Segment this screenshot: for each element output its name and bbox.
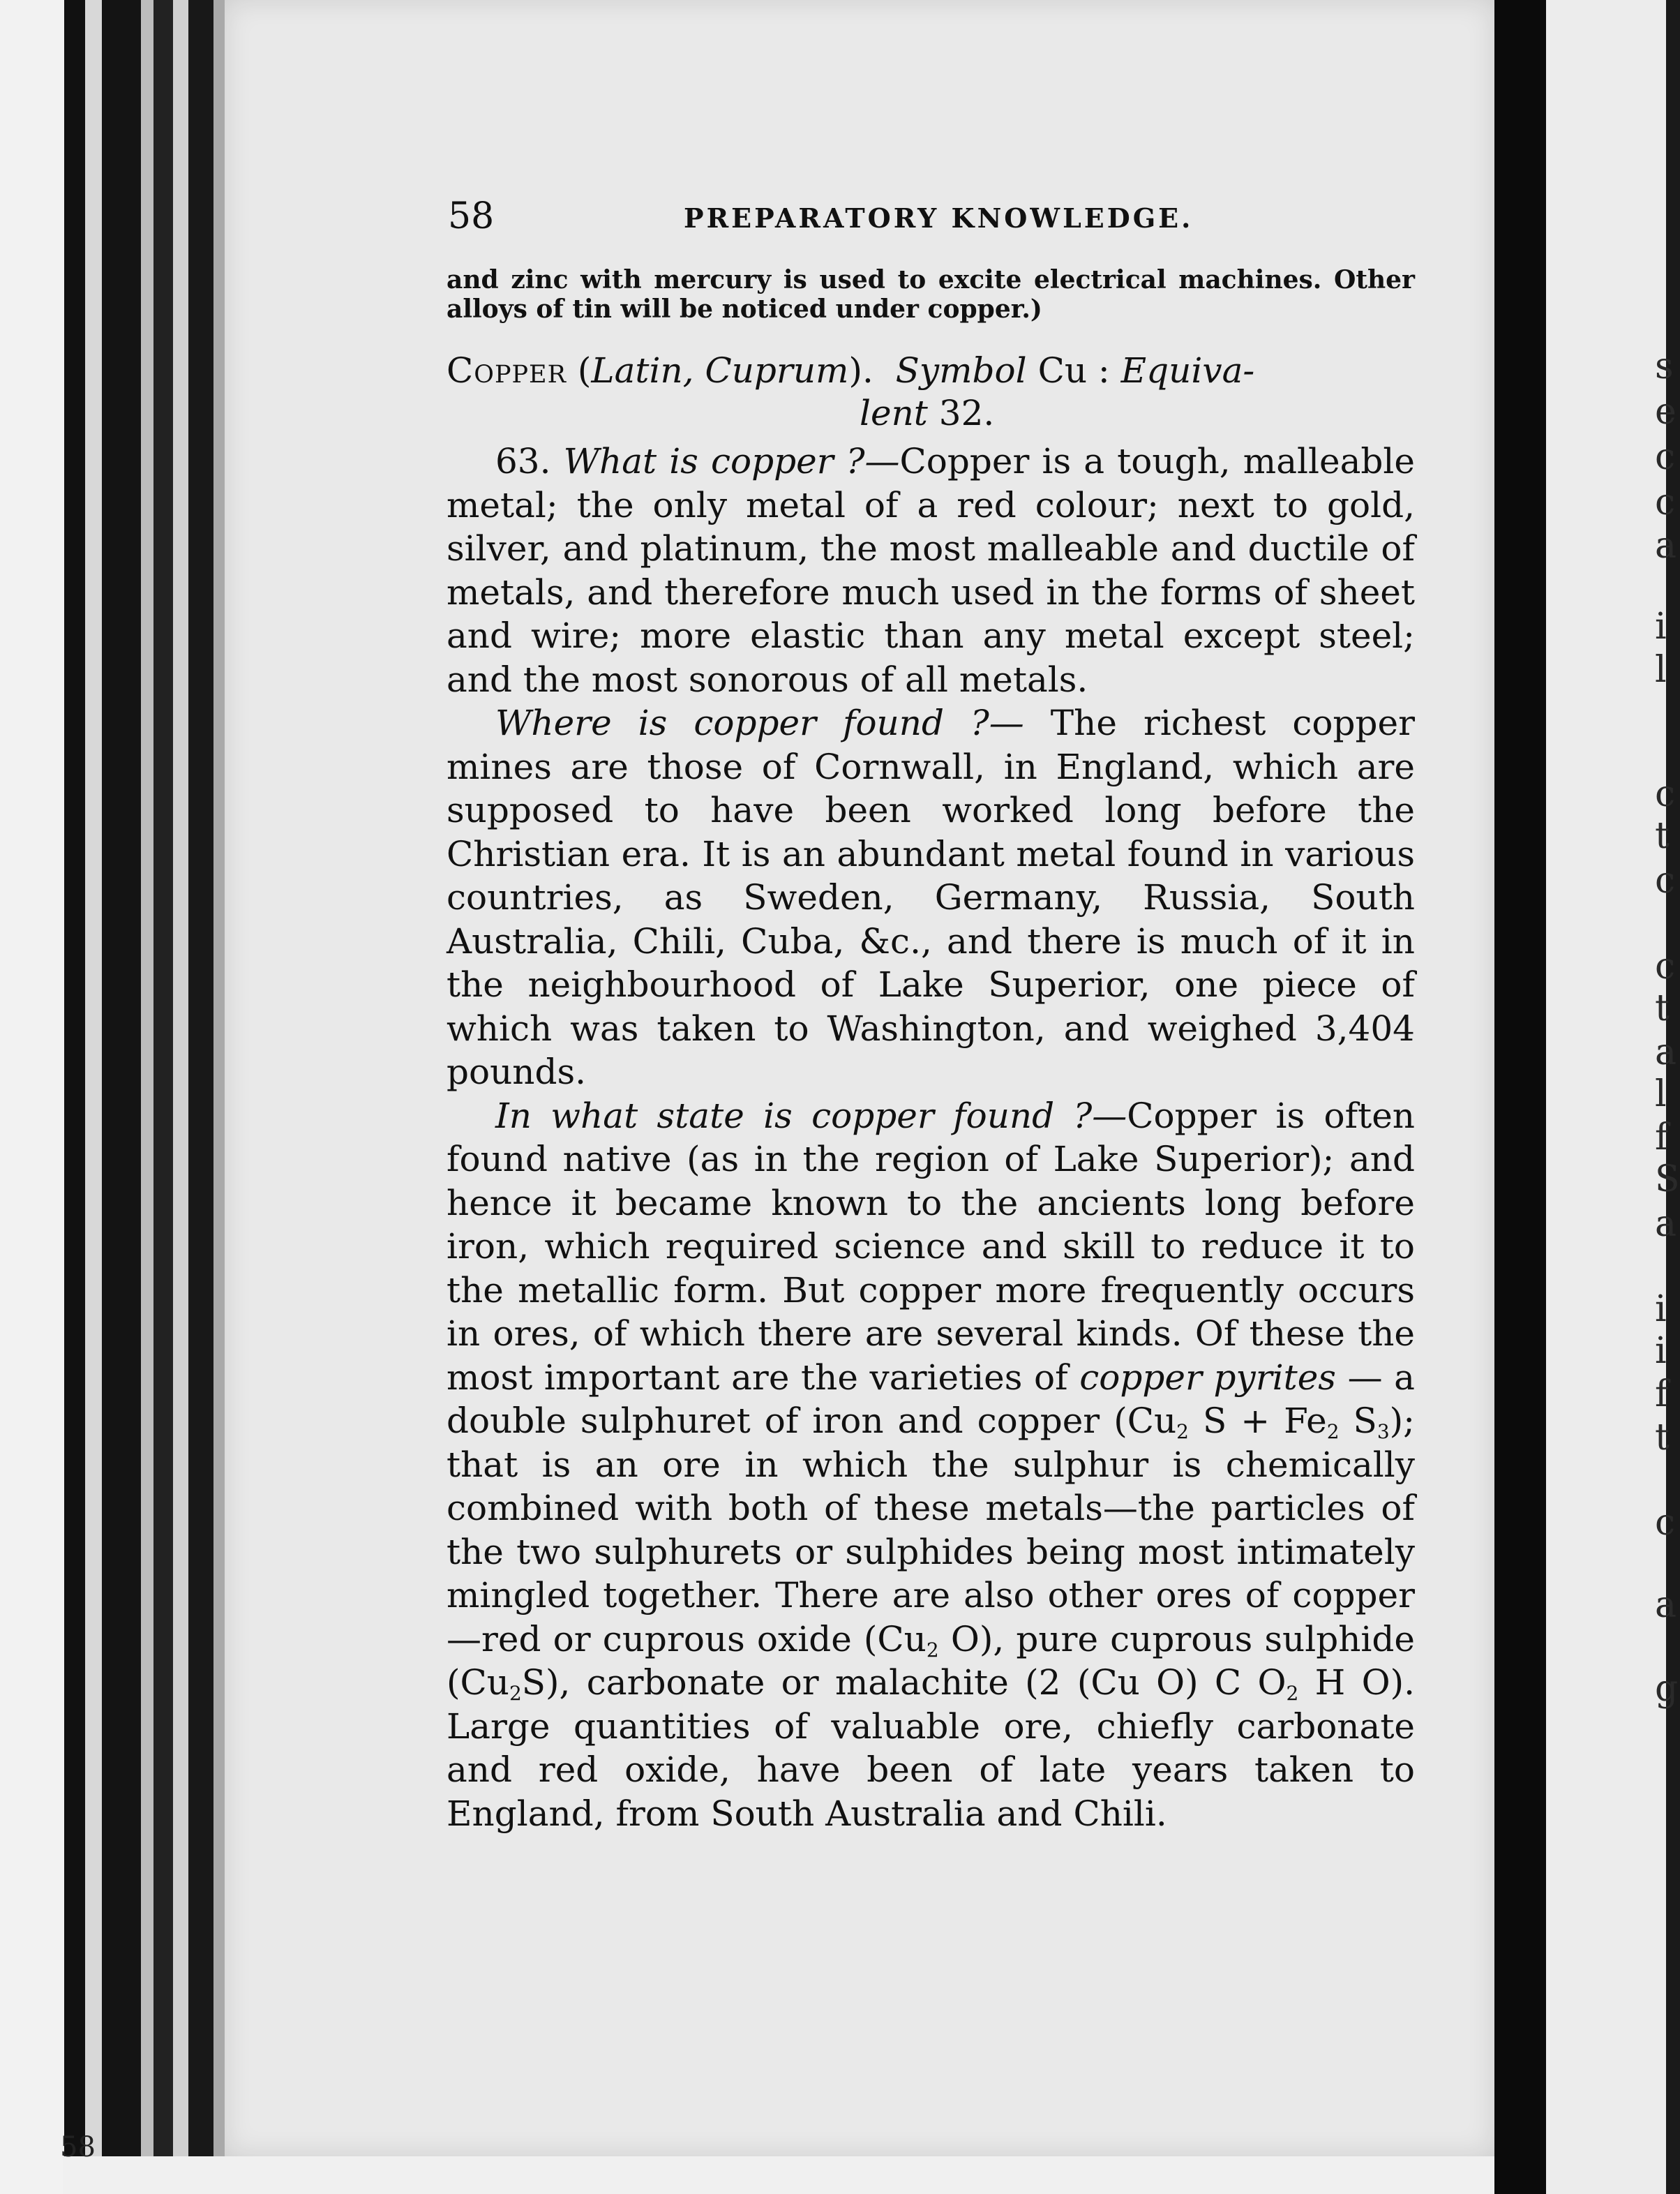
- adjacent-page-glyph: i: [1655, 1288, 1667, 1330]
- answer: ); that is an ore in which the sulphur is chemically combined with both of these metals—the particles of the two sulphurets or sulphides being most intimately mingled together. There are also other ores of copper—red or cuprous oxide (Cu: [447, 1401, 1415, 1659]
- answer: S), carbonate or malachite (2 (Cu O) C O: [521, 1662, 1287, 1703]
- running-head: [447, 195, 1415, 244]
- adjacent-page-glyph: l: [1655, 1073, 1667, 1115]
- subscript: 2: [1176, 1420, 1189, 1443]
- paragraph-what-is-copper: [447, 440, 1415, 701]
- answer: The richest copper mines are those of Cornwall, in England, which are supposed to have been worked long before the Christian era. It is an abundant metal found in various countries, as Sweden, Germany, Russia, South Australia, Chili, Cuba, &c., and there is much of it in the neighbourhood of Lake Superior, one piece of which was taken to Washington, and weighed 3,404 pounds.: [447, 703, 1416, 1092]
- section-heading-continued: [447, 392, 1415, 434]
- adjacent-page-glyph: t: [1655, 987, 1670, 1029]
- answer: Copper is often found native (as in the region of Lake Superior); and hence it became known to the ancients long before iron, which required science and skill to reduce it to the metallic form. But copper more frequently occurs in ores, of which there are several kinds. Of these the most important are the varieties of: [447, 1095, 1415, 1398]
- book-edge: [64, 0, 85, 2194]
- formula-text: S + Fe: [1189, 1401, 1327, 1441]
- subscript: 2: [926, 1638, 939, 1662]
- book-edge: [85, 0, 102, 2194]
- adjacent-page-edge: [1546, 0, 1669, 2194]
- book-edge: [213, 0, 225, 2194]
- margin-page-mark: 58: [60, 2131, 96, 2163]
- equivalent-value: 32.: [938, 393, 995, 433]
- answer: O), pure cuprous sulphide (Cu: [447, 1618, 1415, 1703]
- paragraph-where-found: [447, 701, 1415, 1094]
- formula-text: S: [1339, 1401, 1377, 1441]
- term-copper-pyrites: copper pyrites: [1079, 1357, 1336, 1398]
- adjacent-page-glyph: i: [1655, 606, 1667, 648]
- book-edge: [141, 0, 153, 2194]
- page-number: 58: [448, 195, 495, 237]
- question: What is copper ?—: [563, 441, 900, 482]
- adjacent-page-glyph: l: [1655, 649, 1667, 691]
- adjacent-page-glyph: S: [1655, 1158, 1680, 1200]
- book-edge: [173, 0, 188, 2194]
- adjacent-page-glyph: a: [1655, 1031, 1677, 1073]
- adjacent-page-glyph: t: [1655, 815, 1670, 857]
- adjacent-page-glyph: a: [1655, 1203, 1677, 1245]
- book-edge: [153, 0, 173, 2194]
- symbol-label: Symbol: [895, 350, 1027, 391]
- paragraph-number: 63.: [495, 441, 551, 482]
- adjacent-page-glyph: t: [1655, 1417, 1670, 1458]
- answer: — a double sulphuret of iron and copper (Cu: [447, 1357, 1415, 1441]
- element-symbol: Cu: [1037, 350, 1088, 391]
- subscript: 2: [509, 1682, 522, 1705]
- adjacent-page-glyph: s: [1655, 345, 1674, 387]
- equivalent-label-cont: lent: [860, 393, 928, 433]
- book-edge: [188, 0, 213, 2194]
- page-gutter: [1494, 0, 1546, 2194]
- element-name: Copper: [447, 350, 567, 391]
- latin-label: Latin,: [591, 350, 694, 391]
- question: Where is copper found ?—: [495, 703, 1024, 743]
- adjacent-page-glyph: f: [1655, 1373, 1669, 1415]
- subscript: 2: [1286, 1682, 1299, 1705]
- subscript: 2: [1326, 1420, 1340, 1443]
- equivalent-label: Equiva-: [1120, 350, 1255, 391]
- subscript: 3: [1377, 1420, 1390, 1443]
- adjacent-page-glyph: c: [1655, 436, 1676, 478]
- page-content: [447, 195, 1415, 1835]
- paragraph-state-found: [447, 1094, 1415, 1836]
- adjacent-page-glyph: c: [1655, 482, 1676, 523]
- adjacent-page-glyph: c: [1655, 773, 1676, 815]
- adjacent-page-glyph: i: [1655, 1330, 1667, 1372]
- adjacent-page-glyph: c: [1655, 1502, 1676, 1544]
- adjacent-page-glyph: f: [1655, 1117, 1669, 1158]
- adjacent-page-glyph: g: [1655, 1668, 1679, 1710]
- question: In what state is copper found ?—: [495, 1095, 1127, 1136]
- adjacent-page-glyph: a: [1655, 1584, 1677, 1626]
- intro-paragraph: and zinc with mercury is used to excite electrical machines. Other alloys of tin will be noticed under copper.): [447, 265, 1415, 324]
- latin-name: Cuprum: [705, 350, 849, 391]
- section-heading: Copper (Latin, Cuprum). Symbol Cu : Equiva-: [447, 350, 1255, 391]
- adjacent-page-glyph: a: [1655, 525, 1677, 567]
- answer: H O). Large quantities of valuable ore, chiefly carbonate and red oxide, have been of late years taken to England, from South Australia and Chili.: [447, 1662, 1415, 1834]
- answer: Copper is a tough, malleable metal; the only metal of a red colour; next to gold, silver, and platinum, the most malleable and ductile of metals, and therefore much used in the forms of sheet and wire; more elastic than any metal except steel; and the most sonorous of all metals.: [447, 441, 1415, 700]
- book-edge: [102, 0, 141, 2194]
- adjacent-page-glyph: c: [1655, 946, 1676, 987]
- adjacent-page-glyph: c: [1655, 860, 1676, 902]
- adjacent-page-glyph: e: [1655, 391, 1677, 433]
- scan-bottom-margin: [63, 2156, 1494, 2194]
- book-edge: [0, 0, 64, 2194]
- running-head-title: PREPARATORY KNOWLEDGE.: [684, 202, 1194, 234]
